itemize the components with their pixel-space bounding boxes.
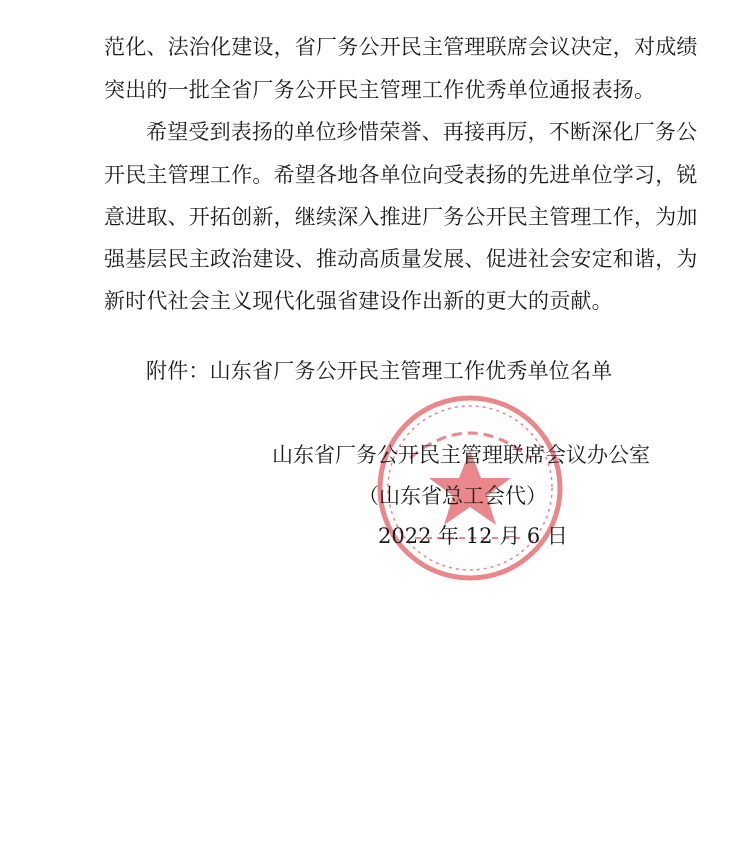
body-line-2: 突出的一批全省厂务公开民主管理工作优秀单位通报表扬。 bbox=[104, 78, 656, 102]
body-line-7: 新时代社会主义现代化强省建设作出新的更大的贡献。 bbox=[104, 289, 613, 313]
body-line-3: 希望受到表扬的单位珍惜荣誉、再接再厉，不断深化厂务公 bbox=[146, 120, 698, 144]
signature-sub-organization: （山东省总工会代） bbox=[358, 484, 547, 508]
body-line-1: 范化、法治化建设，省厂务公开民主管理联席会议决定，对成绩 bbox=[104, 35, 698, 59]
body-line-6: 强基层民主政治建设、推动高质量发展、促进社会安定和谐，为 bbox=[104, 247, 698, 271]
body-line-4: 开民主管理工作。希望各地各单位向受表扬的先进单位学习，锐 bbox=[104, 163, 698, 187]
signature-organization: 山东省厂务公开民主管理联席会议办公室 bbox=[272, 443, 650, 467]
attachment-note: 附件：山东省厂务公开民主管理工作优秀单位名单 bbox=[146, 359, 613, 383]
body-line-5: 意进取、开拓创新，继续深入推进厂务公开民主管理工作，为加 bbox=[104, 205, 698, 229]
signature-date: 2022 年 12 月 6 日 bbox=[378, 524, 568, 548]
